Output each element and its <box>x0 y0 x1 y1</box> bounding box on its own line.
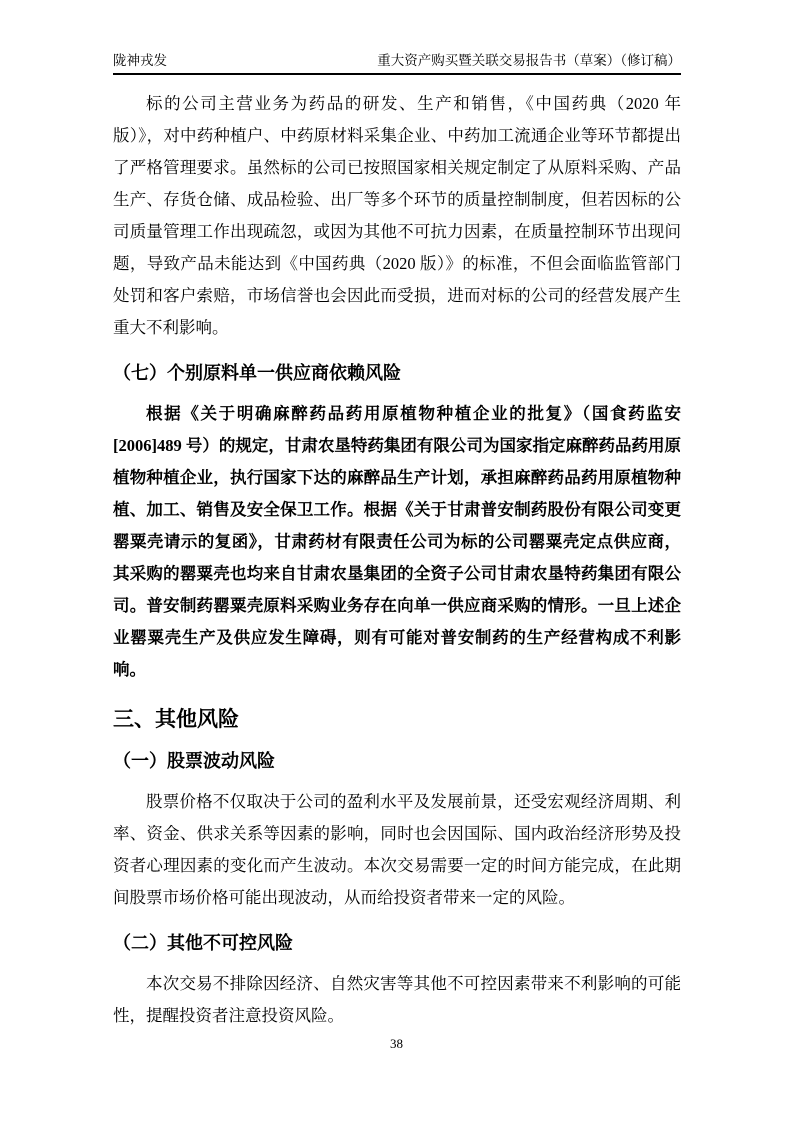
heading-section-3-other-risks: 三、其他风险 <box>113 708 239 731</box>
page-header <box>113 52 681 75</box>
heading-stock-volatility-risk: （一）股票波动风险 <box>113 751 275 771</box>
header-company-name: 陇神戎发 <box>113 53 167 68</box>
heading-section-7-single-supplier-risk: （七）个别原料单一供应商依赖风险 <box>113 363 401 383</box>
page-footer <box>0 1036 793 1052</box>
paragraph-other-uncontrollable-risk: 本次交易不排除因经济、自然灾害等其他不可控因素带来不利影响的可能性，提醒投资者注意投资风险。 <box>113 974 681 1025</box>
page-number: 38 <box>390 1036 403 1051</box>
page-body <box>113 88 681 1032</box>
heading-other-uncontrollable-risk: （二）其他不可控风险 <box>113 933 293 953</box>
header-report-title: 重大资产购买暨关联交易报告书（草案）（修订稿） <box>377 53 681 68</box>
paragraph-pharmacopoeia-quality-risk: 标的公司主营业务为药品的研发、生产和销售，《中国药典（2020 年版）》，对中药种植户、中药原材料采集企业、中药加工流通企业等环节都提出了严格管理要求。虽然标的公司已按照国家相关规定制定了从原料采购、产品生产、存货仓储、成品检验、出厂等多个环节的质量控制制度，但若因标的公司质量管理工作出现疏忽，或因为其他不可抗力因素，在质量控制环节出现问题，导致产品未能达到《中国药典（2020 版）》的标准，不但会面临监管部门处罚和客户索赔，市场信誉也会因此而受损，进而对标的公司的经营发展产生重大不利影响。 <box>113 94 681 337</box>
paragraph-single-supplier-dependence: 根据《关于明确麻醉药品药用原植物种植企业的批复》（国食药监安[2006]489 号）的规定，甘肃农垦特药集团有限公司为国家指定麻醉药品药用原植物种植企业，执行国家下达的麻醉品生产计划，承担麻醉药品药用原植物种植、加工、销售及安全保卫工作。根据《关于甘肃普安制药股份有限公司变更罂粟壳请示的复函》，甘肃药材有限责任公司为标的公司罂粟壳定点供应商，其采购的罂粟壳也均来自甘肃农垦集团的全资子公司甘肃农垦特药集团有限公司。普安制药罂粟壳原料采购业务存在向单一供应商采购的情形。一旦上述企业罂粟壳生产及供应发生障碍，则有可能对普安制药的生产经营构成不利影响。 <box>113 404 681 679</box>
paragraph-stock-volatility-risk: 股票价格不仅取决于公司的盈利水平及发展前景，还受宏观经济周期、利率、资金、供求关系等因素的影响，同时也会因国际、国内政治经济形势及投资者心理因素的变化而产生波动。本次交易需要一定的时间方能完成，在此期间股票市场价格可能出现波动，从而给投资者带来一定的风险。 <box>113 792 681 907</box>
